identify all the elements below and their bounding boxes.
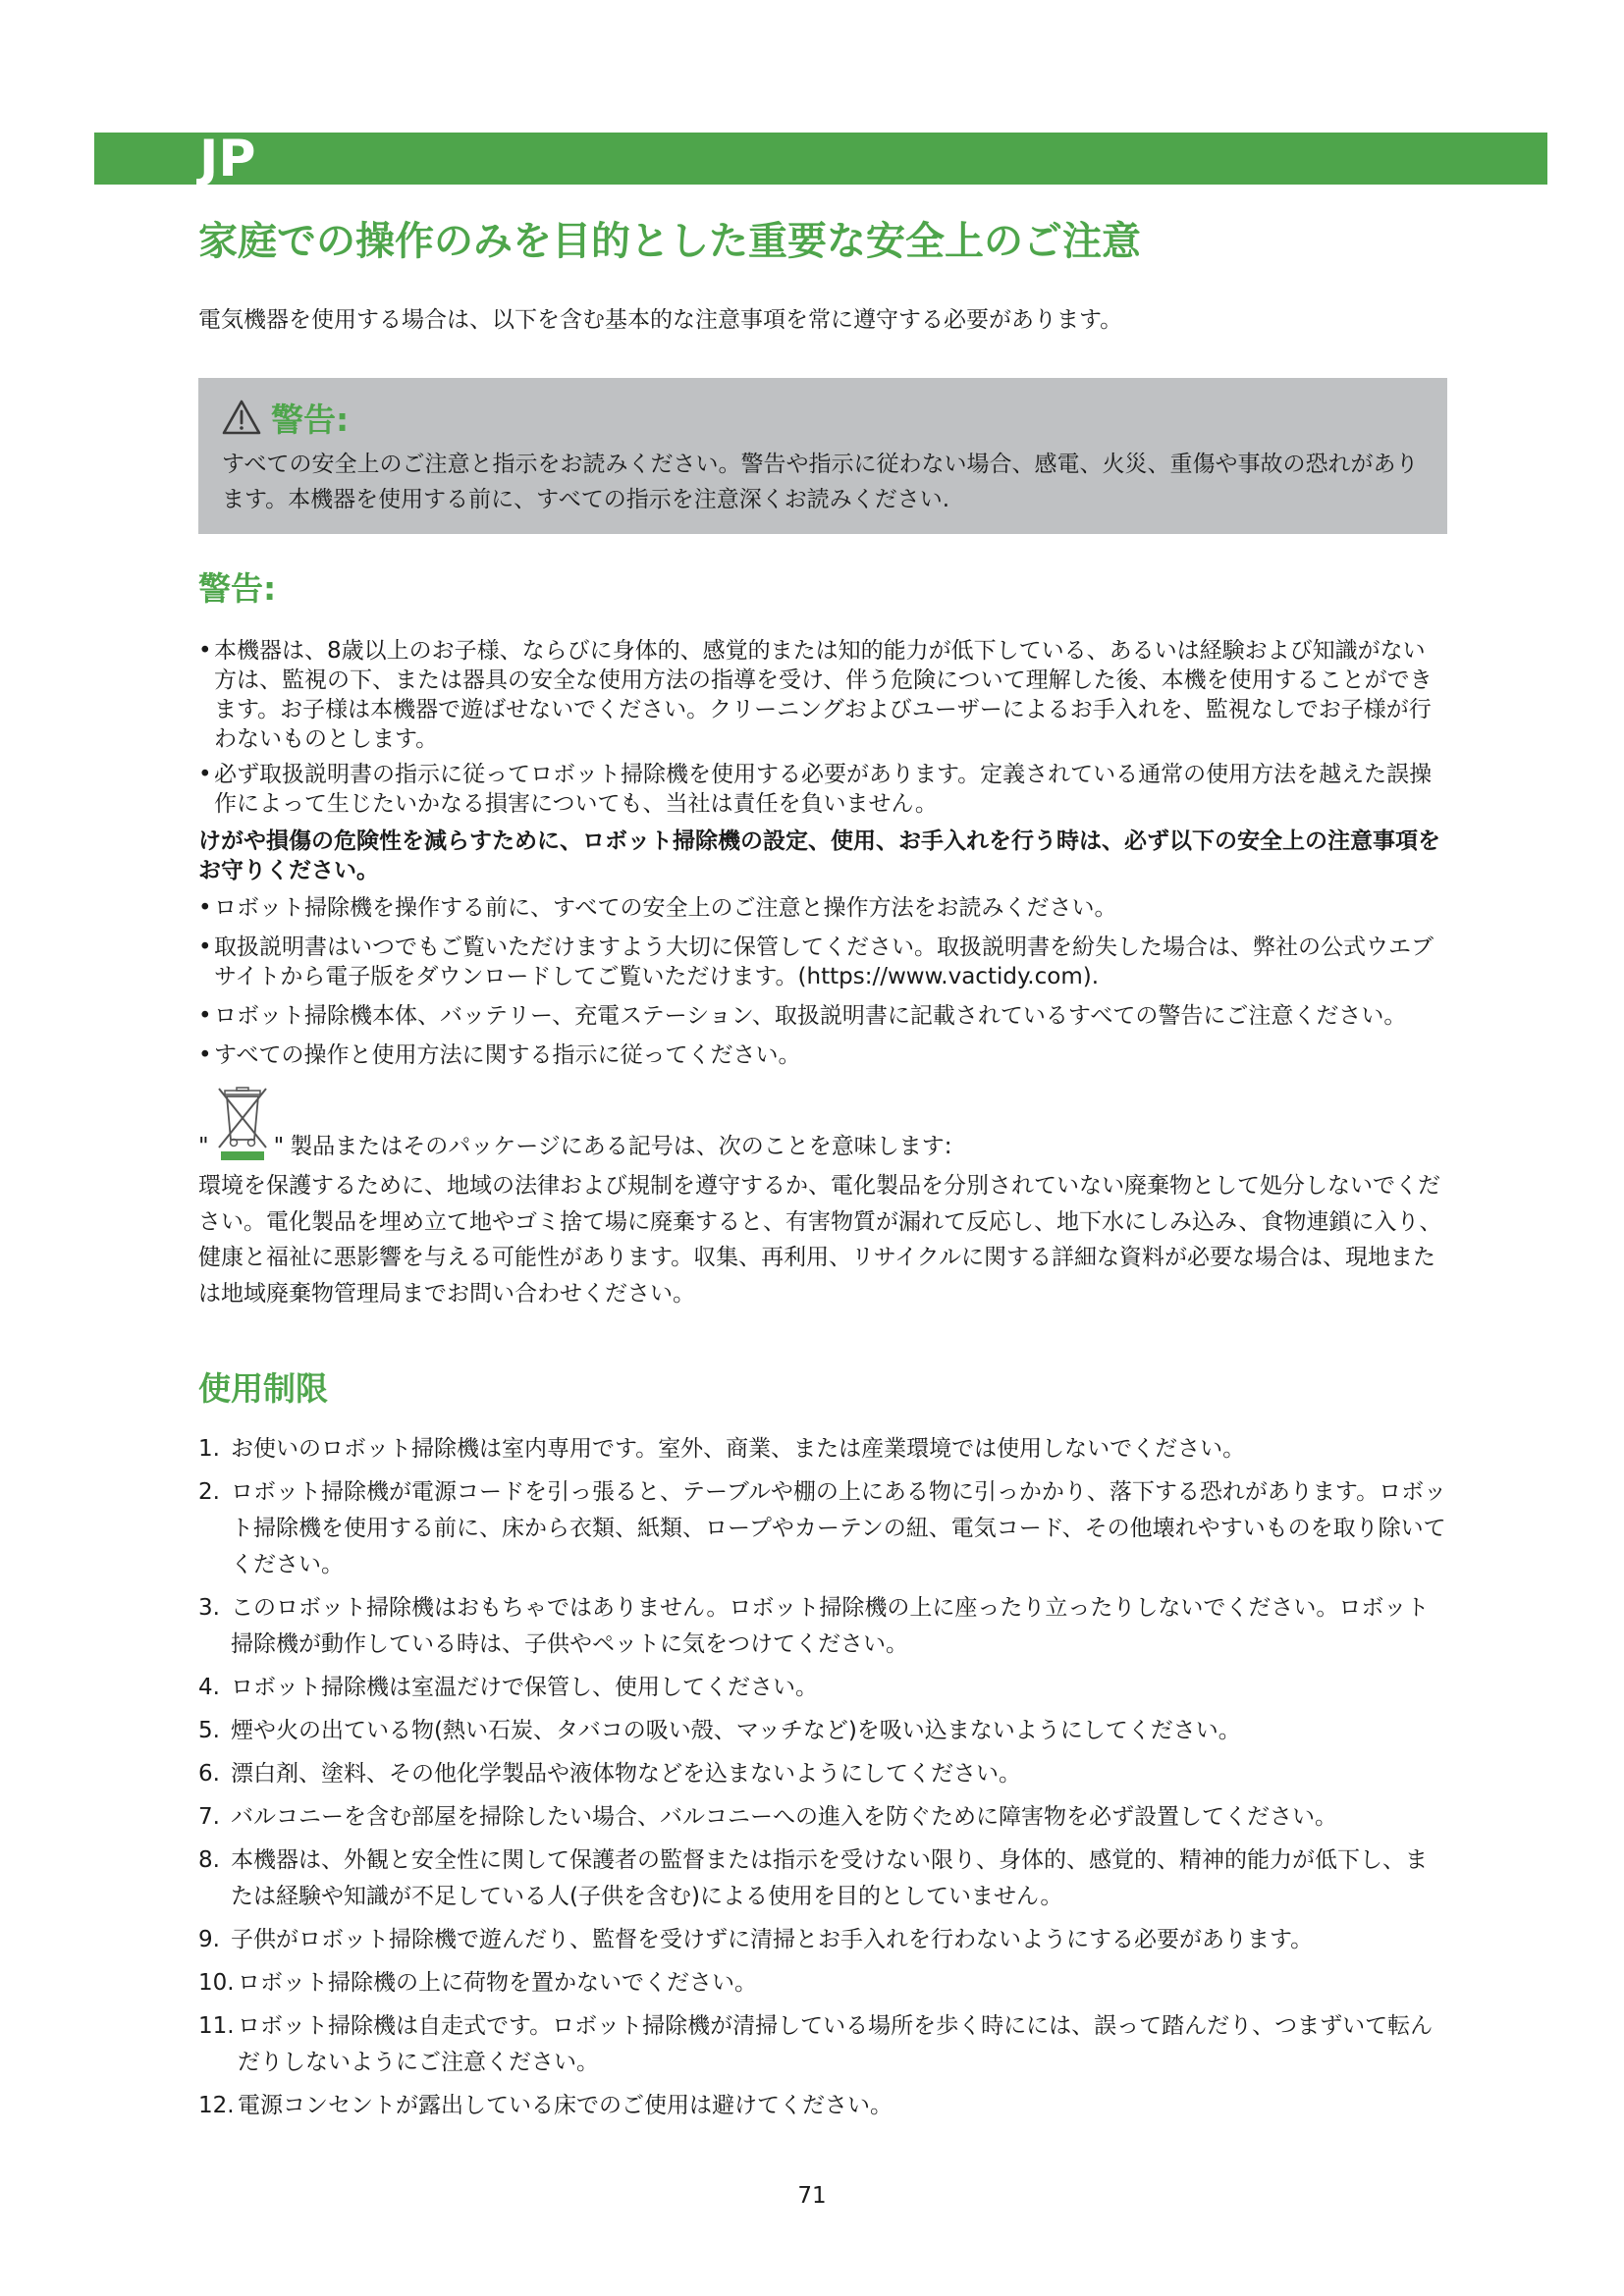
- weee-symbol-row: [198, 1083, 1447, 1161]
- list-item: 4. ロボット掃除機は室温だけで保管し、使用してください。: [198, 1675, 818, 1700]
- warning-triangle-icon: [222, 400, 261, 435]
- safety-note-bold: けがや損傷の危険性を減らすために、ロボット掃除機の設定、使用、お手入れを行う時は、必ず以下の安全上の注意事項をお守りください。: [198, 828, 1440, 883]
- weee-quote-close: ": [273, 1134, 285, 1159]
- list-item: 12. 電源コンセントが露出している床でのご使用は避けてください。: [198, 2093, 893, 2118]
- intro-text: 電気機器を使用する場合は、以下を含む基本的な注意事項を常に遵守する必要があります。: [198, 307, 1123, 333]
- list-item: 7. バルコニーを含む部屋を掃除したい場合、バルコニーへの進入を防ぐために障害物を必ず設置してください。: [198, 1804, 1337, 1830]
- list-item: 5. 煙や火の出ている物(熱い石炭、タバコの吸い殻、マッチなど)を吸い込まないようにしてください。: [198, 1718, 1241, 1743]
- list-item: 10. ロボット掃除機の上に荷物を置かないでください。: [198, 1970, 757, 1996]
- warning-bullet: • 取扱説明書はいつでもご覧いただけますよう大切に保管してください。取扱説明書を紛失した場合は、弊社の公式ウエブサイトから電子版をダウンロードしてご覧いただけます。(https://www.vactidy.com).: [198, 933, 1447, 991]
- list-item: 9. 子供がロボット掃除機で遊んだり、監督を受けずに清掃とお手入れを行わないようにする必要があります。: [198, 1927, 1314, 1952]
- page-number: 71: [797, 2183, 827, 2209]
- crossed-bin-icon: [215, 1087, 270, 1161]
- disposal-text: 環境を保護するために、地域の法律および規制を遵守するか、電化製品を分別されていない廃棄物として処分しないでください。電化製品を埋め立て地やゴミ捨て場に廃棄すると、有害物質が漏れて反応し、地下水にしみ込み、食物連鎖に入り、健康と福祉に悪影響を与える可能性があります。収集、再利用、リサイクルに関する詳細な資料が必要な場合は、現地または地域廃棄物管理局までお問い合わせください。: [198, 1173, 1442, 1307]
- warning-bullet: • すべての操作と使用方法に関する指示に従ってください。: [198, 1041, 1447, 1070]
- language-header-bar: [94, 130, 1547, 188]
- list-item: 3. このロボット掃除機はおもちゃではありません。ロボット掃除機の上に座ったり立ったりしないでください。ロボット掃除機が動作している時は、子供やペットに気をつけてください。: [198, 1595, 1430, 1657]
- warning-bullet: • 必ず取扱説明書の指示に従ってロボット掃除機を使用する必要があります。定義されている通常の使用方法を越えた誤操作によって生じたいかなる損害についても、当社は責任を負いません。: [198, 760, 1447, 819]
- warning-bullet: • ロボット掃除機本体、バッテリー、充電ステーション、取扱説明書に記載されているすべての警告にご注意ください。: [198, 1001, 1447, 1031]
- warnings-heading: 警告:: [198, 569, 277, 608]
- list-item: 1. お使いのロボット掃除機は室内専用です。室外、商業、または産業環境では使用しないでください。: [198, 1436, 1246, 1462]
- warning-box-heading: 警告:: [271, 400, 350, 439]
- warning-box-text: すべての安全上のご注意と指示をお読みください。警告や指示に従わない場合、感電、火災、重傷や事故の恐れがあります。本機器を使用する前に、すべての指示を注意深くお読みください.: [222, 452, 1419, 512]
- warning-bullet: • 本機器は、8歳以上のお子様、ならびに身体的、感覚的または知的能力が低下している、あるいは経験および知識がない方は、監視の下、または器具の安全な使用方法の指導を受け、伴う危険について理解した後、本機を使用することができます。お子様は本機器で遊ばせないでください。クリーニングおよびユーザーによるお手入れを、監視なしでお子様が行わないものとします。: [198, 636, 1447, 754]
- weee-symbol-text: 製品またはそのパッケージにある記号は、次のことを意味します:: [290, 1134, 952, 1159]
- language-label: JP: [199, 130, 256, 188]
- page-title: 家庭での操作のみを目的とした重要な安全上のご注意: [198, 219, 1141, 264]
- warnings-list-a: [198, 636, 1447, 1070]
- restrictions-heading: 使用制限: [198, 1369, 328, 1408]
- weee-quote-open: ": [198, 1134, 209, 1159]
- list-item: 6. 漂白剤、塗料、その他化学製品や液体物などを込まないようにしてください。: [198, 1761, 1021, 1787]
- list-item: 8. 本機器は、外観と安全性に関して保護者の監督または指示を受けない限り、身体的、感覚的、精神的能力が低下し、または経験や知識が不足している人(子供を含む)による使用を目的としていません。: [198, 1847, 1428, 1909]
- list-item: 11. ロボット掃除機は自走式です。ロボット掃除機が清掃している場所を歩く時にには、誤って踏んだり、つまずいて転んだりしないようにご注意ください。: [198, 2013, 1434, 2075]
- warning-box-header: [222, 396, 349, 439]
- list-item: 2. ロボット掃除機が電源コードを引っ張ると、テーブルや棚の上にある物に引っかかり、落下する恐れがあります。ロボット掃除機を使用する前に、床から衣類、紙類、ロープやカーテンの紐、電気コード、その他壊れやすいものを取り除いてください。: [198, 1479, 1447, 1577]
- warning-bullet: • ロボット掃除機を操作する前に、すべての安全上のご注意と操作方法をお読みください。: [198, 893, 1447, 923]
- restrictions-list: [198, 1431, 1447, 2131]
- warning-box: [198, 378, 1447, 534]
